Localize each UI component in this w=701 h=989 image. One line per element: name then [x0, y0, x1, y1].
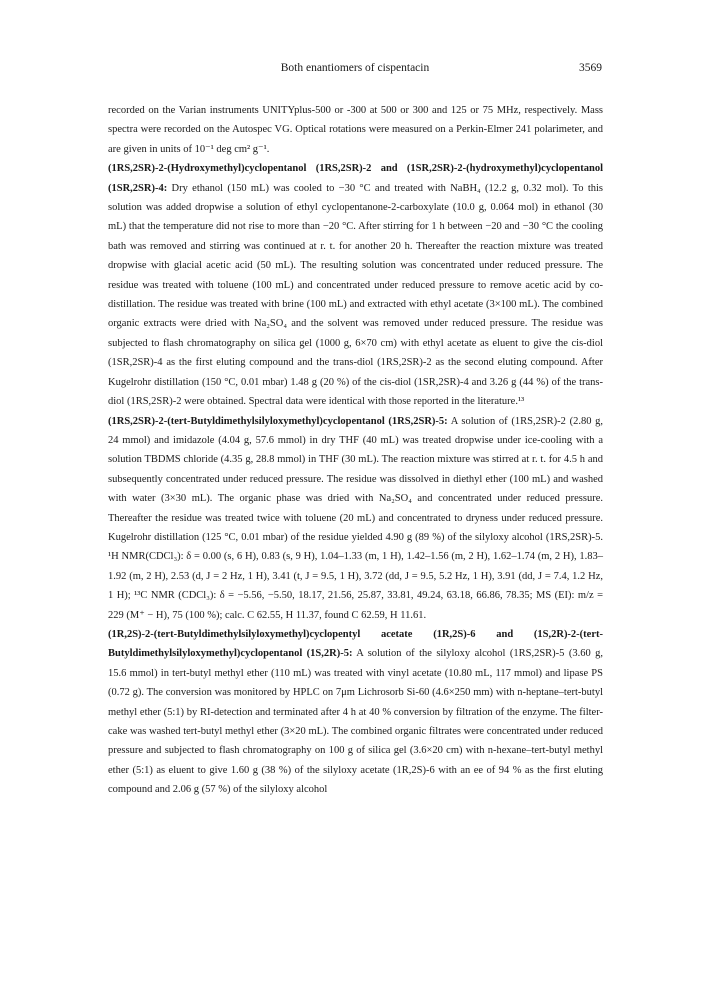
- paragraph-text: A solution of the silyloxy alcohol (1RS,2SR)-5 (3.60 g, 15.6 mmol) in tert-butyl methyl ether (110 mL) was treated with vinyl acetate (10.80 mL, 117 mmol) and lipase PS (0.72 g). The conversion was monitored by HPLC on 7μm Lichrosorb Si-60 (4.6×250 mm) with n-heptane–tert-butyl methyl ether (5:1) by RI-detection and terminated after 4 h at 40 % conversion by filtration of the enzyme. The filter-cake was washed tert-butyl methyl ether (3×20 mL). The combined organic filtrates were concentrated under reduced pressure and subjected to flash chromatography on 100 g of silica gel (3.6×20 cm) with n-hexane–tert-butyl methyl ether (5:1) as eluent to give 1.60 g (38 %) of the silyloxy acetate (1R,2S)-6 with an ee of 94 % as the first eluting compound and 2.06 g (57 %) of the silyloxy alcohol: [108, 648, 603, 796]
- paragraph-text: Dry ethanol (150 mL) was cooled to −30 °C and treated with NaBH₄ (12.2 g, 0.32 mol). To this solution was added dropwise a solution of ethyl cyclopentanone-2-carboxylate (10.0 g, 0.064 mol) in ethanol (30 mL) that the temperature did not rise to more than −20 °C. After stirring for 1 h between −20 and −30 °C the cooling bath was removed and stirring was continued at r. t. for another 20 h. Thereafter the reaction mixture was treated dropwise with glacial acetic acid (50 mL). The resulting solution was concentrated under reduced pressure. The residue was treated with toluene (100 mL) and concentrated under reduced pressure to remove acetic acid by co-distillation. The residue was treated with brine (100 mL) and extracted with ethyl acetate (3×100 mL). The combined organic extracts were dried with Na₂SO₄ and the solvent was removed under reduced pressure. The residue was subjected to flash chromatography on silica gel (1000 g, 6×70 cm) with ethyl acetate as eluent to give the cis-diol (1SR,2SR)-4 as the first eluting compound and the trans-diol (1RS,2SR)-2 as the second eluting compound. After Kugelrohr distillation (150 °C, 0.01 mbar) 1.48 g (20 %) of the cis-diol (1SR,2SR)-4 and 3.26 g (44 %) of the trans-diol (1RS,2SR)-2 were obtained. Spectral data were identical with those reported in the literature.¹³: [108, 182, 604, 408]
- compound-heading: (1RS,2SR)-2-(tert-Butyldimethylsilyloxymethyl)cyclopentanol (1RS,2SR)-5:: [108, 415, 448, 427]
- paragraph-compound-5: [108, 412, 603, 625]
- running-title: Both enantiomers of cispentacin: [280, 62, 430, 74]
- paragraph-compound-2-4: [108, 159, 603, 411]
- paragraph-compound-6: [108, 625, 603, 800]
- paragraph-text: recorded on the Varian instruments UNITYplus-500 or -300 at 500 or 300 and 125 or 75 MHz, respectively. Mass spectra were recorded on the Autospec VG. Optical rotations were measured on a Perkin-Elmer 241 polarimeter, and are given in units of 10⁻¹ deg cm² g⁻¹.: [108, 105, 603, 155]
- compound-heading: (1R,2S)-2-(tert-Butyldimethylsilyloxymethyl)cyclopentyl acetate (1R,2S)-6 and (1S,2R)-2-(tert-Butyldimethylsilyloxymethyl)cyclopentanol (1S,2R)-5:: [108, 628, 603, 660]
- paragraph-instruments: [108, 101, 603, 159]
- paragraph-text: A solution of (1RS,2SR)-2 (2.80 g, 24 mmol) and imidazole (4.04 g, 57.6 mmol) in dry THF (40 mL) was treated dropwise under ice-cooling with a solution TBDMS chloride (4.35 g, 28.8 mmol) in THF (30 mL). The reaction mixture was stirred at r. t. for 4.5 h and subsequently concentrated under reduced pressure. The residue was dissolved in diethyl ether (100 mL) and washed with water (3×30 mL). The organic phase was dried with Na₂SO₄ and concentrated under reduced pressure. Thereafter the residue was treated twice with toluene (20 mL) and concentrated to dryness under reduced pressure. Kugelrohr distillation (125 °C, 0.01 mbar) of the residue yielded 4.90 g (89 %) of the silyloxy alcohol (1RS,2SR)-5. ¹H NMR(CDCl₃): δ = 0.00 (s, 6 H), 0.83 (s, 9 H), 1.04–1.33 (m, 1 H), 1.42–1.56 (m, 2 H), 1.62–1.74 (m, 2 H), 1.83–1.92 (m, 2 H), 2.53 (d, J = 2 Hz, 1 H), 3.41 (t, J = 9.5, 1 H), 3.72 (dd, J = 9.5, 5.2 Hz, 1 H), 3.91 (dd, J = 7.4, 1.2 Hz, 1 H); ¹³C NMR (CDCl₃): δ = −5.56, −5.50, 18.17, 21.56, 25.87, 33.81, 49.24, 63.18, 66.86, 78.35; MS (EI): m/z = 229 (M⁺ − H), 75 (100 %); calc. C 62.55, H 11.37, found C 62.59, H 11.61.: [108, 415, 603, 621]
- compound-heading: (1RS,2SR)-2-(Hydroxymethyl)cyclopentanol (1RS,2SR)-2 and (1SR,2SR)-2-(hydroxymethyl)cyclopentanol (1SR,2SR)-4:: [108, 163, 603, 194]
- page-number: 3569: [579, 62, 602, 74]
- body-text: [108, 101, 603, 800]
